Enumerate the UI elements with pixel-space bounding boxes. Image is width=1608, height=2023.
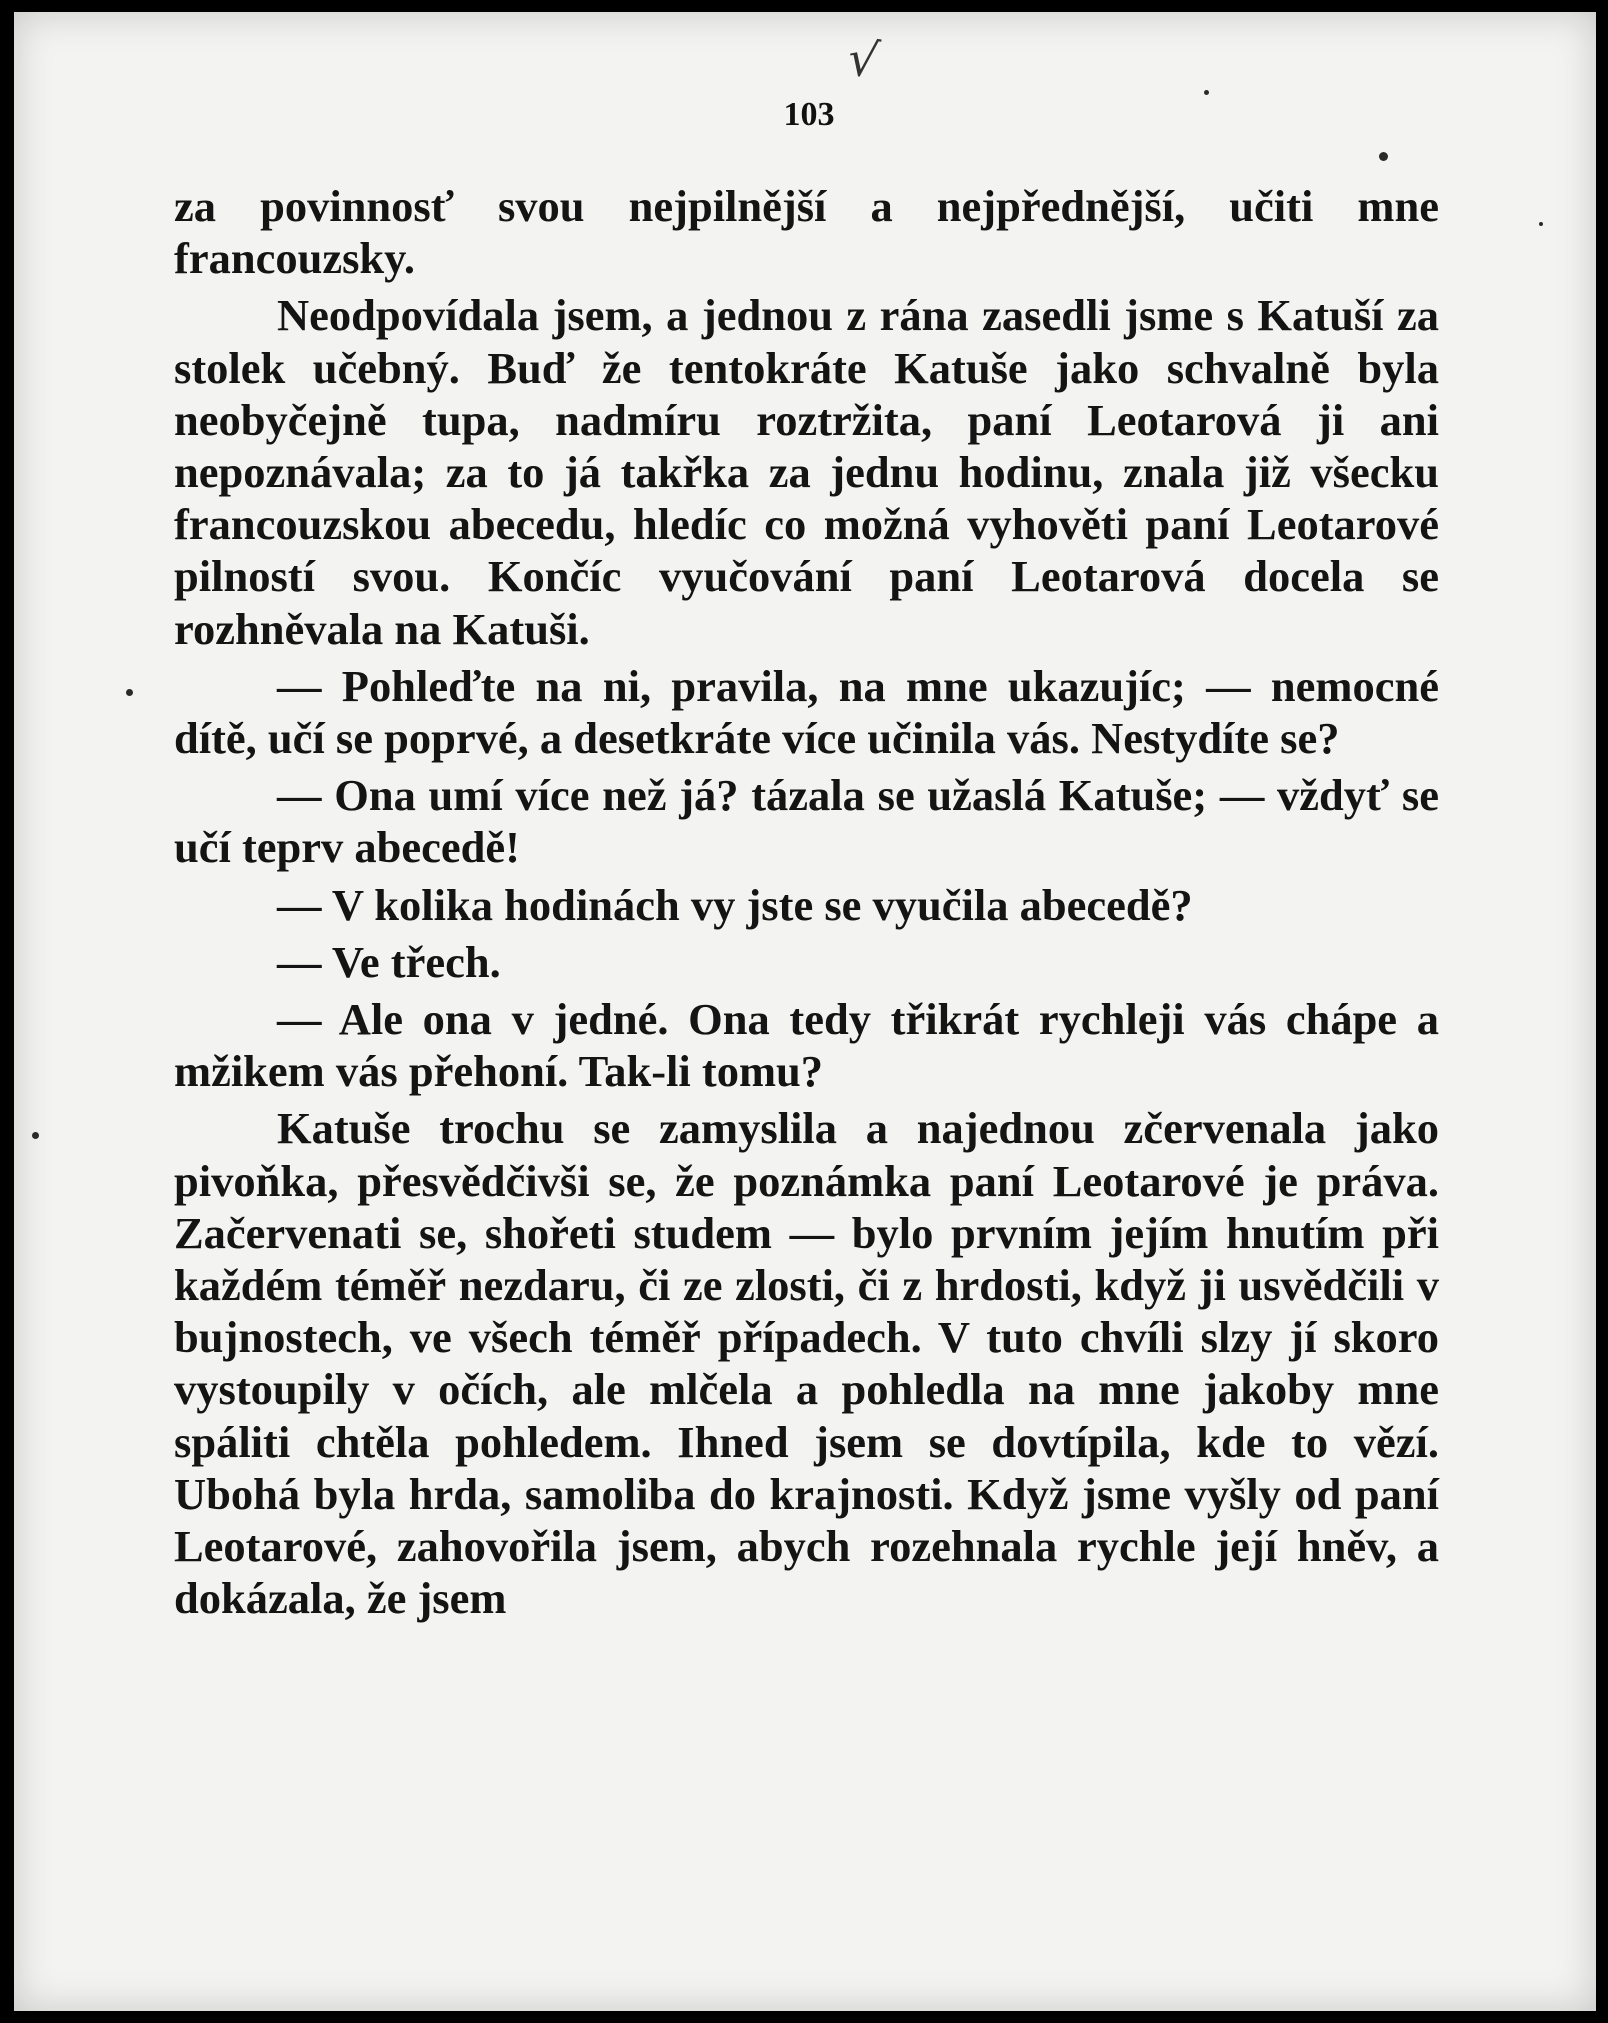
print-speck <box>126 689 133 696</box>
book-page <box>14 12 1596 2011</box>
paragraph: Neodpovídala jsem, a jednou z rána zasedli jsme s Katuší za stolek učebný. Buď že tentokráte Katuše jako schvalně byla neobyčejně tupa, nadmíru roztržita, paní Leotarová ji ani nepoznávala; za to já takřka za jednu hodinu, znala již všecku francouzskou abecedu, hledíc co možná vyhověti paní Leotarové pilností svou. Končíc vyučování paní Leotarová docela se rozhněvala na Katuši. <box>174 290 1439 654</box>
paragraph: — Pohleďte na ni, pravila, na mne ukazujíc; — nemocné dítě, učí se poprvé, a desetkráte více učinila vás. Nestydíte se? <box>174 660 1439 764</box>
paragraph: — V kolika hodinách vy jste se vyučila abecedě? <box>277 879 1193 930</box>
paragraph: za povinnosť svou nejpilnější a nejpřednější, učiti mne francouzsky. <box>174 181 1439 284</box>
paragraph: — Ale ona v jedné. Ona tedy třikrát rychleji vás chápe a mžikem vás přehoní. Tak-li tomu? <box>174 994 1439 1097</box>
body-text <box>174 180 1439 1629</box>
print-speck <box>32 1132 39 1139</box>
paragraph: — Ona umí více než já? tázala se užaslá Katuše; — vždyť se učí teprv abecedě! <box>174 770 1439 873</box>
print-speck <box>1379 152 1388 161</box>
page-number: 103 <box>783 96 835 133</box>
paragraph: — Ve třech. <box>277 936 501 987</box>
paragraph: Katuše trochu se zamyslila a najednou zčervenala jako pivoňka, přesvědčivši se, že poznámka paní Leotarové je práva. Začervenati se, shořeti studem — bylo prvním jejím hnutím při každém téměř nezdaru, či ze zlosti, či z hrdosti, když ji usvědčili v bujnostech, ve všech téměř případech. V tuto chvíli slzy jí skoro vystoupily v očích, ale mlčela a pohledla na mne jakoby mne spáliti chtěla pohledem. Ihned jsem se dovtípila, kde to vězí. Ubohá byla hrda, samoliba do krajnosti. Když jsme vyšly od paní Leotarové, zahovořila jsem, abych rozehnala rychle její hněv, a dokázala, že jsem <box>174 1103 1439 1624</box>
print-speck <box>1204 90 1209 95</box>
pencil-check-mark: √ <box>844 30 883 90</box>
print-speck <box>1539 222 1543 226</box>
